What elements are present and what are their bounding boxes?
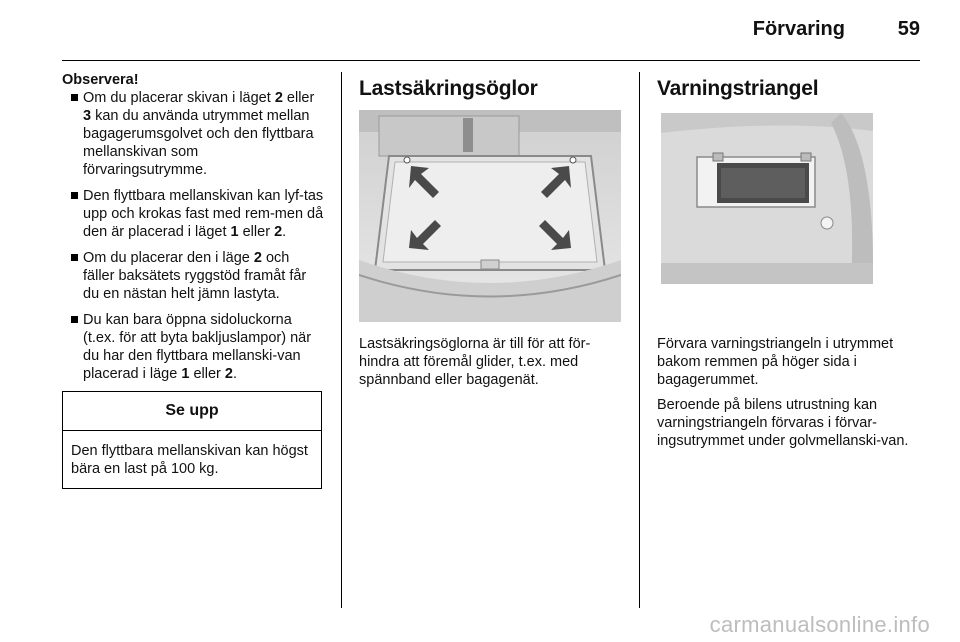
- bullet-square-icon: [71, 94, 78, 101]
- note-bullet: [62, 311, 324, 383]
- lashing-heading: Lastsäkringsöglor: [359, 77, 538, 100]
- triangle-text-block: [657, 335, 925, 457]
- note-bullet-list: [62, 89, 324, 383]
- bullet-square-icon: [71, 254, 78, 261]
- page-number: 59: [897, 18, 920, 40]
- bullet-bold: 2: [253, 250, 262, 266]
- bullet-text: eller: [282, 90, 315, 106]
- bullet-text: Den flyttbara mellanskivan kan lyf-tas upp och krokas fast med rem-men då den är placerad i läget: [83, 188, 324, 240]
- cargo-area-illustration: [359, 110, 621, 322]
- bullet-bold: 1: [230, 224, 239, 240]
- column-divider-1: [341, 72, 342, 608]
- note-column: [62, 71, 324, 489]
- triangle-heading: Varningstriangel: [657, 77, 819, 100]
- warning-triangle-illustration: [661, 113, 873, 284]
- lashing-section: [359, 77, 624, 100]
- triangle-section: [657, 77, 922, 100]
- bullet-text: .: [282, 224, 287, 240]
- caution-box: [62, 391, 322, 489]
- bullet-square-icon: [71, 316, 78, 323]
- page-title: Förvaring: [752, 18, 845, 40]
- bullet-text: eller: [189, 366, 225, 382]
- bullet-text: Du kan bara öppna sidoluckorna (t.ex. för att byta bakljuslampor) när du har den flyttbara mellanski-van placerad i läge: [83, 312, 312, 382]
- caution-title: Se upp: [63, 392, 321, 431]
- bullet-text: Om du placerar den i läge: [83, 250, 254, 266]
- bullet-text: eller: [238, 224, 275, 240]
- lashing-description: Lastsäkringsöglorna är till för att för-hindra att föremål glider, t.ex. med spännband eller bagagenät.: [359, 336, 591, 388]
- watermark: carmanualsonline.info: [709, 612, 930, 637]
- note-title: Observera!: [62, 72, 139, 88]
- bullet-bold: 2: [274, 224, 283, 240]
- triangle-paragraph-1: Förvara varningstriangeln i utrymmet bakom remmen på höger sida i bagagerummet.: [657, 336, 894, 388]
- bullet-square-icon: [71, 192, 78, 199]
- note-bullet: [62, 89, 324, 179]
- header-divider: [62, 60, 920, 61]
- bullet-text: .: [232, 366, 237, 382]
- column-divider-2: [639, 72, 640, 608]
- bullet-bold: 3: [83, 108, 92, 124]
- bullet-text: och fäller baksätets ryggstöd framåt får du en nästan helt jämn lastyta.: [83, 250, 307, 302]
- triangle-paragraph-2: Beroende på bilens utrustning kan varningstriangeln förvaras i förvar-ingsutrymmet under golvmellanski-van.: [657, 397, 909, 449]
- bullet-text: kan du använda utrymmet mellan bagagerumsgolvet och den flyttbara mellanskivan som förvaringsutrymme.: [83, 108, 314, 178]
- note-bullet: [62, 249, 324, 303]
- bullet-bold: 1: [181, 366, 190, 382]
- bullet-bold: 2: [224, 366, 233, 382]
- bullet-text: Om du placerar skivan i läget: [83, 90, 275, 106]
- caution-text: Den flyttbara mellanskivan kan högst bära en last på 100 kg.: [71, 443, 308, 477]
- bullet-bold: 2: [274, 90, 283, 106]
- note-bullet: [62, 187, 324, 241]
